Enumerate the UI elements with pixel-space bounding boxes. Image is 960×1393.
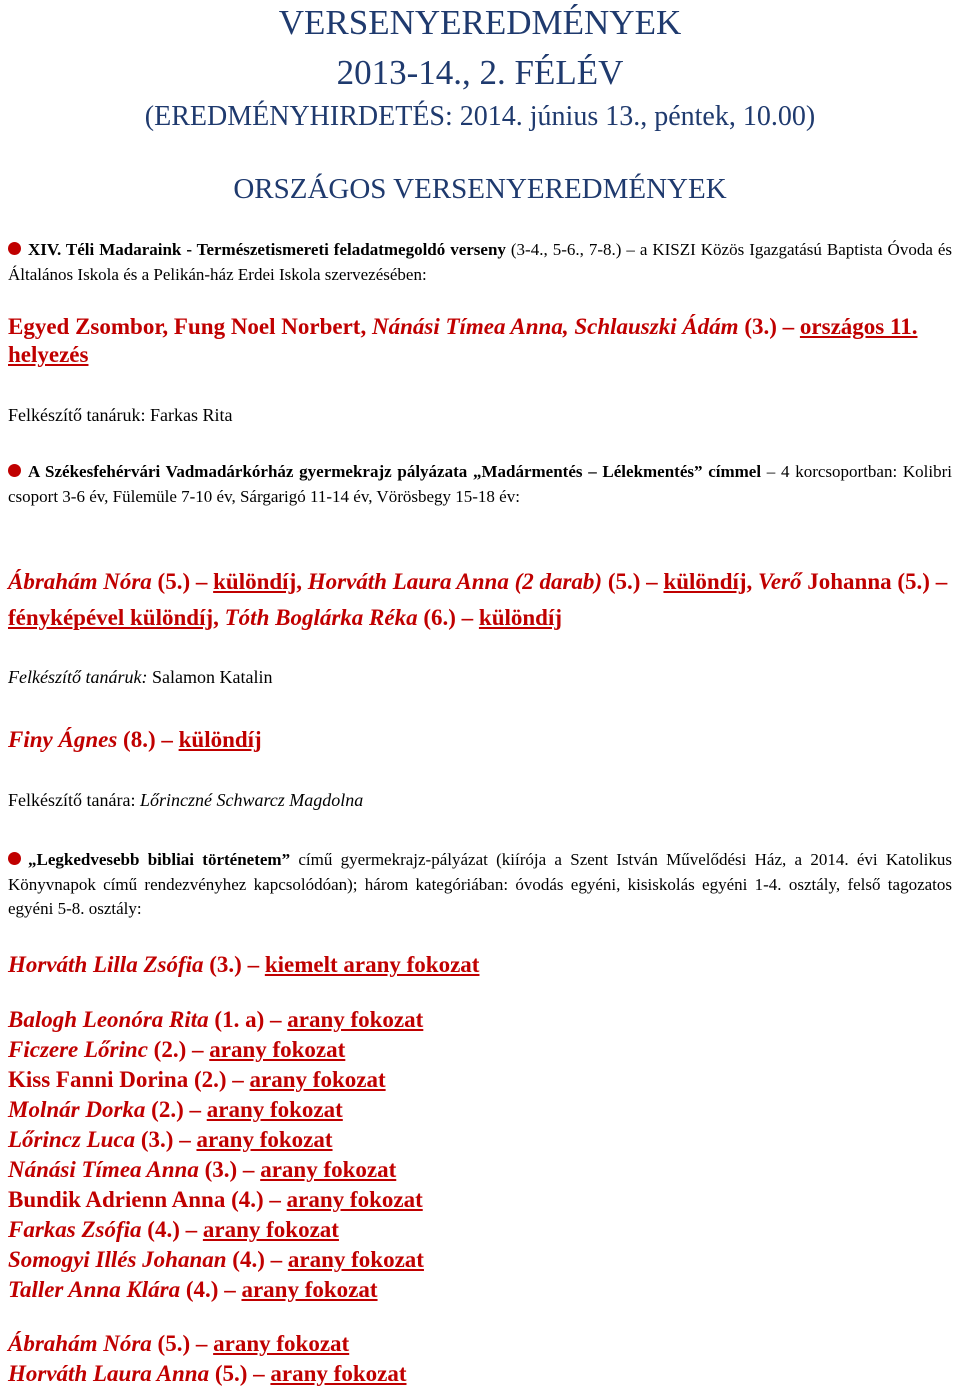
teacher-label: Felkészítő tanáruk: [8,405,150,425]
prize-label: különdíj [478,605,563,630]
team-grade: (3.) – [738,314,795,339]
result-prize: arany fokozat [196,1127,333,1152]
result-grade: (3.) – [203,952,260,977]
bullet-icon [8,464,21,477]
result-line [8,1246,424,1274]
teacher-label: Felkészítő tanára: [8,790,140,810]
competition-3-detail: című gyermekrajz-pályázat (kiírója a Szent István Művelődési Ház, a 2014. évi Katolikus Könyvnapok című rendezvényhez kapcsolódóan); három kategóriában: óvodás egyéni, kisiskolás egyéni 1-4. osztály, felső tagozatos egyéni 5-8. osztály: [8,850,952,918]
competition-3-description [8,848,952,922]
result-name: Farkas Zsófia [8,1217,142,1242]
result-name: Balogh Leonóra Rita [8,1007,209,1032]
prize-label: fényképével különdíj [8,605,214,630]
competition-1-detail: (3-4., 5-6., 7-8.) – a KISZI Közös Igazgatású Baptista Óvoda és Általános Iskola és a Pelikán-ház Erdei Iskola szervezésében: [8,240,952,284]
result-line [8,1276,378,1304]
result-grade: (3.) – [198,1157,255,1182]
result-grade: (2.) – [188,1067,244,1092]
result-name: Taller Anna Klára [8,1277,181,1302]
announcement-heading: (EREDMÉNYHIRDETÉS: 2014. június 13., péntek, 10.00) [144,101,816,132]
result-prize: arany fokozat [286,1187,423,1212]
team-names-italic: Nánási Tímea Anna, Schlauszki Ádám [371,314,739,339]
winner-grade: (6.) – [417,605,474,630]
winner-grade: (5.) – [891,569,948,594]
winner-name: Horváth Laura Anna (2 darab) [307,569,603,594]
top-result-line [8,951,479,979]
result-grade: (3.) – [135,1127,191,1152]
competition-2-teacher-line [8,667,272,689]
competition-1-name: XIV. Téli Madaraink - Természetismereti feladatmegoldó verseny [28,240,506,259]
result-prize: arany fokozat [287,1007,424,1032]
national-results-heading: ORSZÁGOS VERSENYEREDMÉNYEK [233,173,727,205]
result-prize: arany fokozat [241,1277,378,1302]
result-name: Horváth Lilla Zsófia [8,952,204,977]
competition-1-result: országos 11. helyezés [8,314,918,367]
result-line [8,1036,345,1064]
result-name: Bundik Adrienn Anna [8,1187,226,1212]
teacher-name: Lőrinczné Schwarcz Magdolna [139,790,364,810]
competition-2-teacher2-line [8,790,363,812]
prize-label: különdíj [663,569,747,594]
result-prize: arany fokozat [249,1067,386,1092]
result-name: Ábrahám Nóra [8,1331,152,1356]
bullet-icon [8,852,21,865]
result-prize: arany fokozat [206,1097,343,1122]
result-line [8,1126,333,1154]
result-line [8,1156,396,1184]
winner-name: Verő [758,569,802,594]
result-grade: (5.) – [209,1361,265,1386]
result-line [8,1216,339,1244]
result-prize: kiemelt arany fokozat [264,952,480,977]
teacher-label: Felkészítő tanáruk: [8,667,148,687]
result-name: Kiss Fanni Dorina [8,1067,189,1092]
result-line [8,1006,423,1034]
result-grade: (4.) – [226,1247,283,1272]
competition-2-winners: Ábrahám Nóra (5.) – különdíj, Horváth Laura Anna (2 darab) (5.) – különdíj, Verő Johanna (5.) – fényképével különdíj, Tóth Boglárka Réka (6.) – különdíj [8,569,948,630]
winner-name: Ábrahám Nóra [8,569,152,594]
result-grade: (2.) – [147,1037,204,1062]
result-grade: (4.) – [180,1277,236,1302]
result-prize: arany fokozat [209,1037,346,1062]
page-title: VERSENYEREDMÉNYEK [278,3,682,42]
competition-1-description [8,238,952,287]
result-name: Ficzere Lőrinc [8,1037,148,1062]
result-grade: (4.) – [141,1217,198,1242]
semester-heading: 2013-14., 2. FÉLÉV [336,53,624,92]
result-name: Lőrincz Luca [8,1127,136,1152]
result-line [8,1360,407,1388]
prize-label: különdíj [213,569,297,594]
winner-name: Tóth Boglárka Réka [224,605,418,630]
result-name: Nánási Tímea Anna [8,1157,199,1182]
result-name: Somogyi Illés Johanan [8,1247,227,1272]
result-grade: (4.) – [225,1187,281,1212]
result-line [8,1066,386,1094]
teacher-name: Salamon Katalin [147,667,273,687]
result-grade: (2.) – [145,1097,201,1122]
result-grade: (1. a) – [208,1007,282,1032]
winner-grade: (5.) – [602,569,658,594]
result-prize: arany fokozat [213,1331,350,1356]
bullet-icon [8,242,21,255]
competition-2-description [8,460,952,509]
competition-1-teacher-line [8,405,232,427]
result-prize: arany fokozat [202,1217,339,1242]
competition-2-intro: A Székesfehérvári Vadmadárkórház gyermekrajz pályázata „Madármentés – Lélekmentés” címmel [28,462,762,481]
competition-1-team [8,313,952,369]
competition-2-winner-line [8,726,262,754]
winner-name: Finy Ágnes [8,727,118,752]
result-grade: (5.) – [151,1331,208,1356]
competition-3-title: „Legkedvesebb bibliai történetem” [28,850,291,869]
competition-2-detail: – 4 korcsoportban: Kolibri csoport 3-6 év, Fülemüle 7-10 év, Sárgarigó 11-14 év, Vörösbegy 15-18 év: [8,462,952,506]
winner-grade: (8.) – [117,727,173,752]
result-prize: arany fokozat [270,1361,407,1386]
prize-label: különdíj [178,727,262,752]
winner-grade: (5.) – [151,569,208,594]
result-prize: arany fokozat [287,1247,424,1272]
result-prize: arany fokozat [260,1157,397,1182]
teacher-name: Farkas Rita [149,405,233,425]
team-names: Egyed Zsombor, Fung Noel Norbert, [8,314,372,339]
result-line [8,1330,349,1358]
winner-name: Johanna [807,569,892,594]
result-name: Horváth Laura Anna [8,1361,210,1386]
result-line [8,1186,423,1214]
result-name: Molnár Dorka [8,1097,146,1122]
result-line [8,1096,343,1124]
